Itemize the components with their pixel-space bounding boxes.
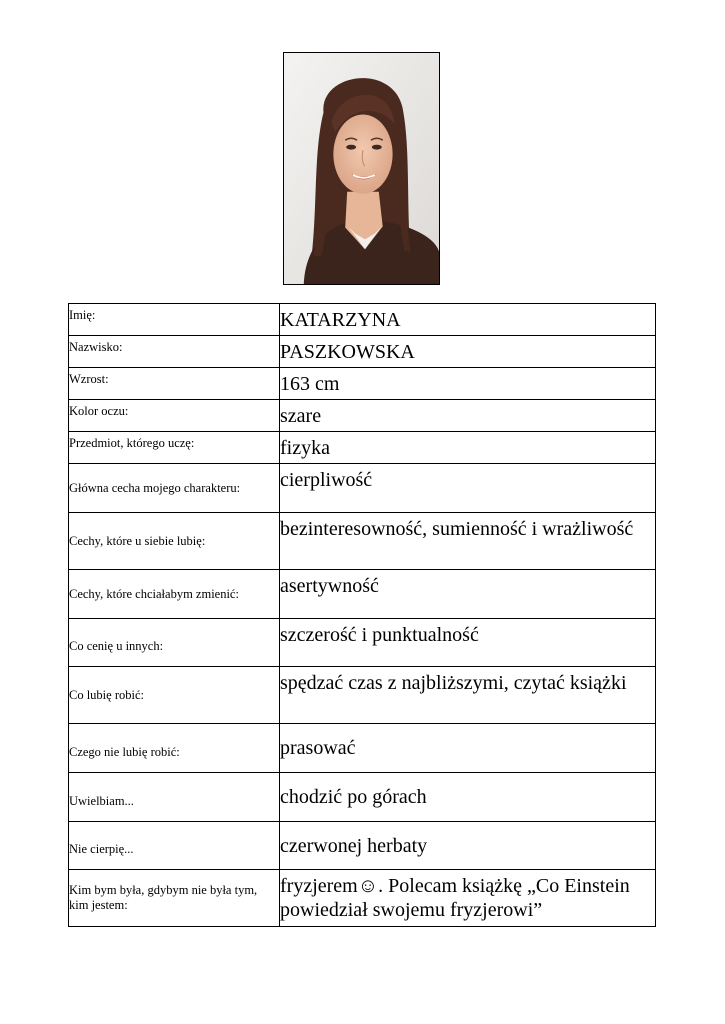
row-label: Kim bym była, gdybym nie była tym, kim jestem: bbox=[69, 870, 280, 927]
table-row bbox=[69, 870, 656, 927]
row-label: Kolor oczu: bbox=[69, 400, 280, 432]
row-value: KATARZYNA bbox=[280, 304, 656, 336]
row-label: Przedmiot, którego uczę: bbox=[69, 432, 280, 464]
table-row bbox=[69, 400, 656, 432]
table-row bbox=[69, 570, 656, 619]
row-label: Cechy, które u siebie lubię: bbox=[69, 513, 280, 570]
table-row bbox=[69, 513, 656, 570]
row-value: cierpliwość bbox=[280, 464, 656, 513]
row-value: prasować bbox=[280, 724, 656, 773]
table-row bbox=[69, 822, 656, 870]
table-row bbox=[69, 368, 656, 400]
table-row bbox=[69, 773, 656, 822]
table-row bbox=[69, 336, 656, 368]
row-label: Czego nie lubię robić: bbox=[69, 724, 280, 773]
row-label: Uwielbiam... bbox=[69, 773, 280, 822]
row-value: chodzić po górach bbox=[280, 773, 656, 822]
table-row bbox=[69, 667, 656, 724]
portrait-illustration bbox=[284, 53, 439, 284]
table-row bbox=[69, 724, 656, 773]
row-value: spędzać czas z najbliższymi, czytać książki bbox=[280, 667, 656, 724]
row-value: bezinteresowność, sumienność i wrażliwość bbox=[280, 513, 656, 570]
table-row bbox=[69, 304, 656, 336]
row-value: fizyka bbox=[280, 432, 656, 464]
row-label: Wzrost: bbox=[69, 368, 280, 400]
row-label: Główna cecha mojego charakteru: bbox=[69, 464, 280, 513]
row-value: czerwonej herbaty bbox=[280, 822, 656, 870]
row-value: 163 cm bbox=[280, 368, 656, 400]
table-row bbox=[69, 464, 656, 513]
table-row bbox=[69, 432, 656, 464]
row-label: Imię: bbox=[69, 304, 280, 336]
row-value: PASZKOWSKA bbox=[280, 336, 656, 368]
row-label: Co lubię robić: bbox=[69, 667, 280, 724]
row-value: szczerość i punktualność bbox=[280, 619, 656, 667]
table-row bbox=[69, 619, 656, 667]
portrait-photo bbox=[283, 52, 440, 285]
row-label: Nazwisko: bbox=[69, 336, 280, 368]
row-label: Nie cierpię... bbox=[69, 822, 280, 870]
profile-table bbox=[68, 303, 656, 927]
row-value: fryzjerem☺. Polecam książkę „Co Einstein powiedział swojemu fryzjerowi” bbox=[280, 870, 656, 927]
row-label: Cechy, które chciałabym zmienić: bbox=[69, 570, 280, 619]
row-label: Co cenię u innych: bbox=[69, 619, 280, 667]
row-value: asertywność bbox=[280, 570, 656, 619]
row-value: szare bbox=[280, 400, 656, 432]
